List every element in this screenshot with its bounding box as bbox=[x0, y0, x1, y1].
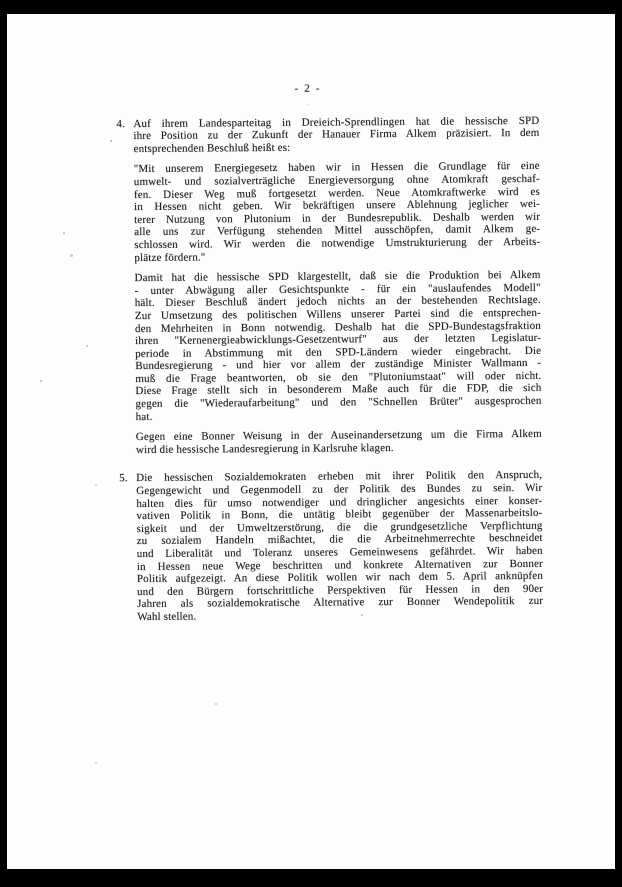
text-line: Jahren als sozialdemokratische Alternative zur Bonner Wendepolitik zur bbox=[137, 595, 544, 611]
text-line: Die hessischen Sozialdemokraten erheben mit ihrer Politik den Anspruch, bbox=[136, 469, 543, 485]
scan-speck bbox=[86, 345, 88, 347]
text-line: sigkeit und der Umweltzerstörung, die die grundgesetzliche Verpflichtung bbox=[136, 519, 543, 535]
text-line: umwelt- und sozialverträgliche Energieversorgung ohne Atomkraft geschaf- bbox=[133, 172, 540, 188]
text-line: Diese Frage stellt sich in besonderem Maße auch für die FDP, die sich bbox=[135, 382, 542, 398]
text-line: Politik aufgezeigt. An diese Politik wollen wir nach dem 5. April anknüpfen bbox=[136, 569, 543, 586]
text-line: fen. Dieser Weg muß fortgesetzt werden. Neue Atomkraftwerke wird es bbox=[133, 185, 540, 201]
text-line: periode in Abstimmung mit den SPD-Ländern wieder eingebracht. Die bbox=[135, 344, 542, 360]
scan-speck bbox=[40, 380, 42, 382]
text-line: zu sozialem Handeln mißachtet, die die Arbeitnehmerrechte beschneidet bbox=[136, 532, 543, 548]
text-line: ihre Position zu der Zukunft der Hanauer Firma Alkem präzisiert. In dem bbox=[133, 126, 540, 143]
scan-speck bbox=[63, 232, 65, 234]
text-line: - unter Abwägung aller Gesichtspunkte - für ein "auslaufendes Modell" bbox=[134, 281, 541, 297]
text-line: und Liberalität und Toleranz unseres Gemeinwesens gefährdet. Wir haben bbox=[136, 544, 543, 560]
text-line: Gegen eine Bonner Weisung in der Auseinandersetzung um die Firma Alkem bbox=[135, 428, 542, 444]
scan-speck bbox=[70, 254, 73, 257]
scan-speck bbox=[110, 140, 112, 142]
text-line: wird die hessische Landesregierung in Karlsruhe klagen. bbox=[135, 441, 394, 456]
items-container bbox=[116, 114, 544, 623]
paragraph bbox=[136, 428, 542, 456]
text-line: muß die Frage beantworten, ob sie den "Plutoniumstaat" will oder nicht. bbox=[135, 369, 542, 385]
item-number: 5. bbox=[119, 472, 128, 485]
text-line: Bundesregierung - und hier vor allem der zuständige Minister Wallmann - bbox=[135, 357, 542, 373]
paragraph bbox=[133, 114, 539, 155]
text-line: halten dies für umso notwendiger und dringlicher angesichts einer konser- bbox=[136, 494, 543, 510]
text-line: Damit hat die hessische SPD klargestellt, daß sie die Produktion bei Alkem bbox=[134, 268, 541, 285]
text-line: terer Nutzung von Plutonium in der Bundesrepublik. Deshalb werden wir bbox=[134, 210, 541, 226]
text-line: Zur Umsetzung des politischen Willens unserer Partei sind die entsprechen- bbox=[134, 306, 541, 322]
text-line: plätze fördern." bbox=[134, 250, 206, 264]
paragraph bbox=[134, 269, 541, 423]
text-line: entsprechenden Beschluß heißt es: bbox=[133, 141, 291, 155]
scan-speck bbox=[307, 104, 308, 105]
text-line: den Mehrheiten in Bonn notwendig. Deshalb hat die SPD-Bundestagsfraktion bbox=[134, 319, 541, 335]
text-line: Gegengewicht und Gegenmodell zu der Politik des Bundes zu sein. Wir bbox=[136, 481, 543, 498]
list-item bbox=[119, 469, 544, 623]
page-number: - 2 - bbox=[294, 82, 320, 95]
text-line: Auf ihrem Landesparteitag in Dreieich-Sprendlingen hat die hessische SPD bbox=[133, 114, 540, 130]
text-line: hält. Dieser Beschluß ändert jedoch nichts an der bestehenden Rechtslage. bbox=[134, 294, 541, 310]
text-line: Wahl stellen. bbox=[137, 610, 197, 623]
text-line: "Mit unserem Energiegesetz haben wir in Hessen die Grundlage für eine bbox=[133, 160, 540, 176]
text-line: hat. bbox=[135, 410, 153, 423]
text-line: alle uns zur Verfügung stehenden Mittel ausschöpfen, damit Alkem ge- bbox=[134, 223, 541, 239]
scan-speck bbox=[215, 703, 217, 705]
text-line: in Hessen nicht geben. Wir bekräftigen unsere Ablehnung jeglicher wei- bbox=[133, 197, 541, 214]
scan-page bbox=[7, 14, 615, 869]
paragraph bbox=[134, 160, 541, 264]
document-body bbox=[116, 81, 544, 640]
text-line: vativen Politik in Bonn, die untätig bleibt gegenüber der Massenarbeitslo- bbox=[136, 507, 543, 523]
item-number: 4. bbox=[116, 117, 125, 130]
scan-speck bbox=[361, 614, 363, 616]
text-line: in Hessen neue Wege beschritten und konkrete Alternativen zur Bonner bbox=[136, 557, 543, 573]
text-line: und den Bürgern fortschrittliche Perspektiven für Hessen in den 90er bbox=[136, 582, 544, 598]
scan-speck bbox=[95, 762, 97, 764]
list-item bbox=[116, 114, 542, 456]
paragraph bbox=[136, 469, 543, 623]
text-line: gegen die "Wiederaufarbeitung" und den "Schnellen Brüter" ausgesprochen bbox=[135, 394, 542, 411]
text-line: ihren "Kernenergieabwicklungs-Gesetzentwurf" aus der letzten Legislatur- bbox=[134, 331, 542, 348]
text-line: schlossen wird. Wir werden die notwendige Umstrukturierung der Arbeits- bbox=[134, 235, 541, 251]
scan-speck bbox=[95, 484, 97, 486]
